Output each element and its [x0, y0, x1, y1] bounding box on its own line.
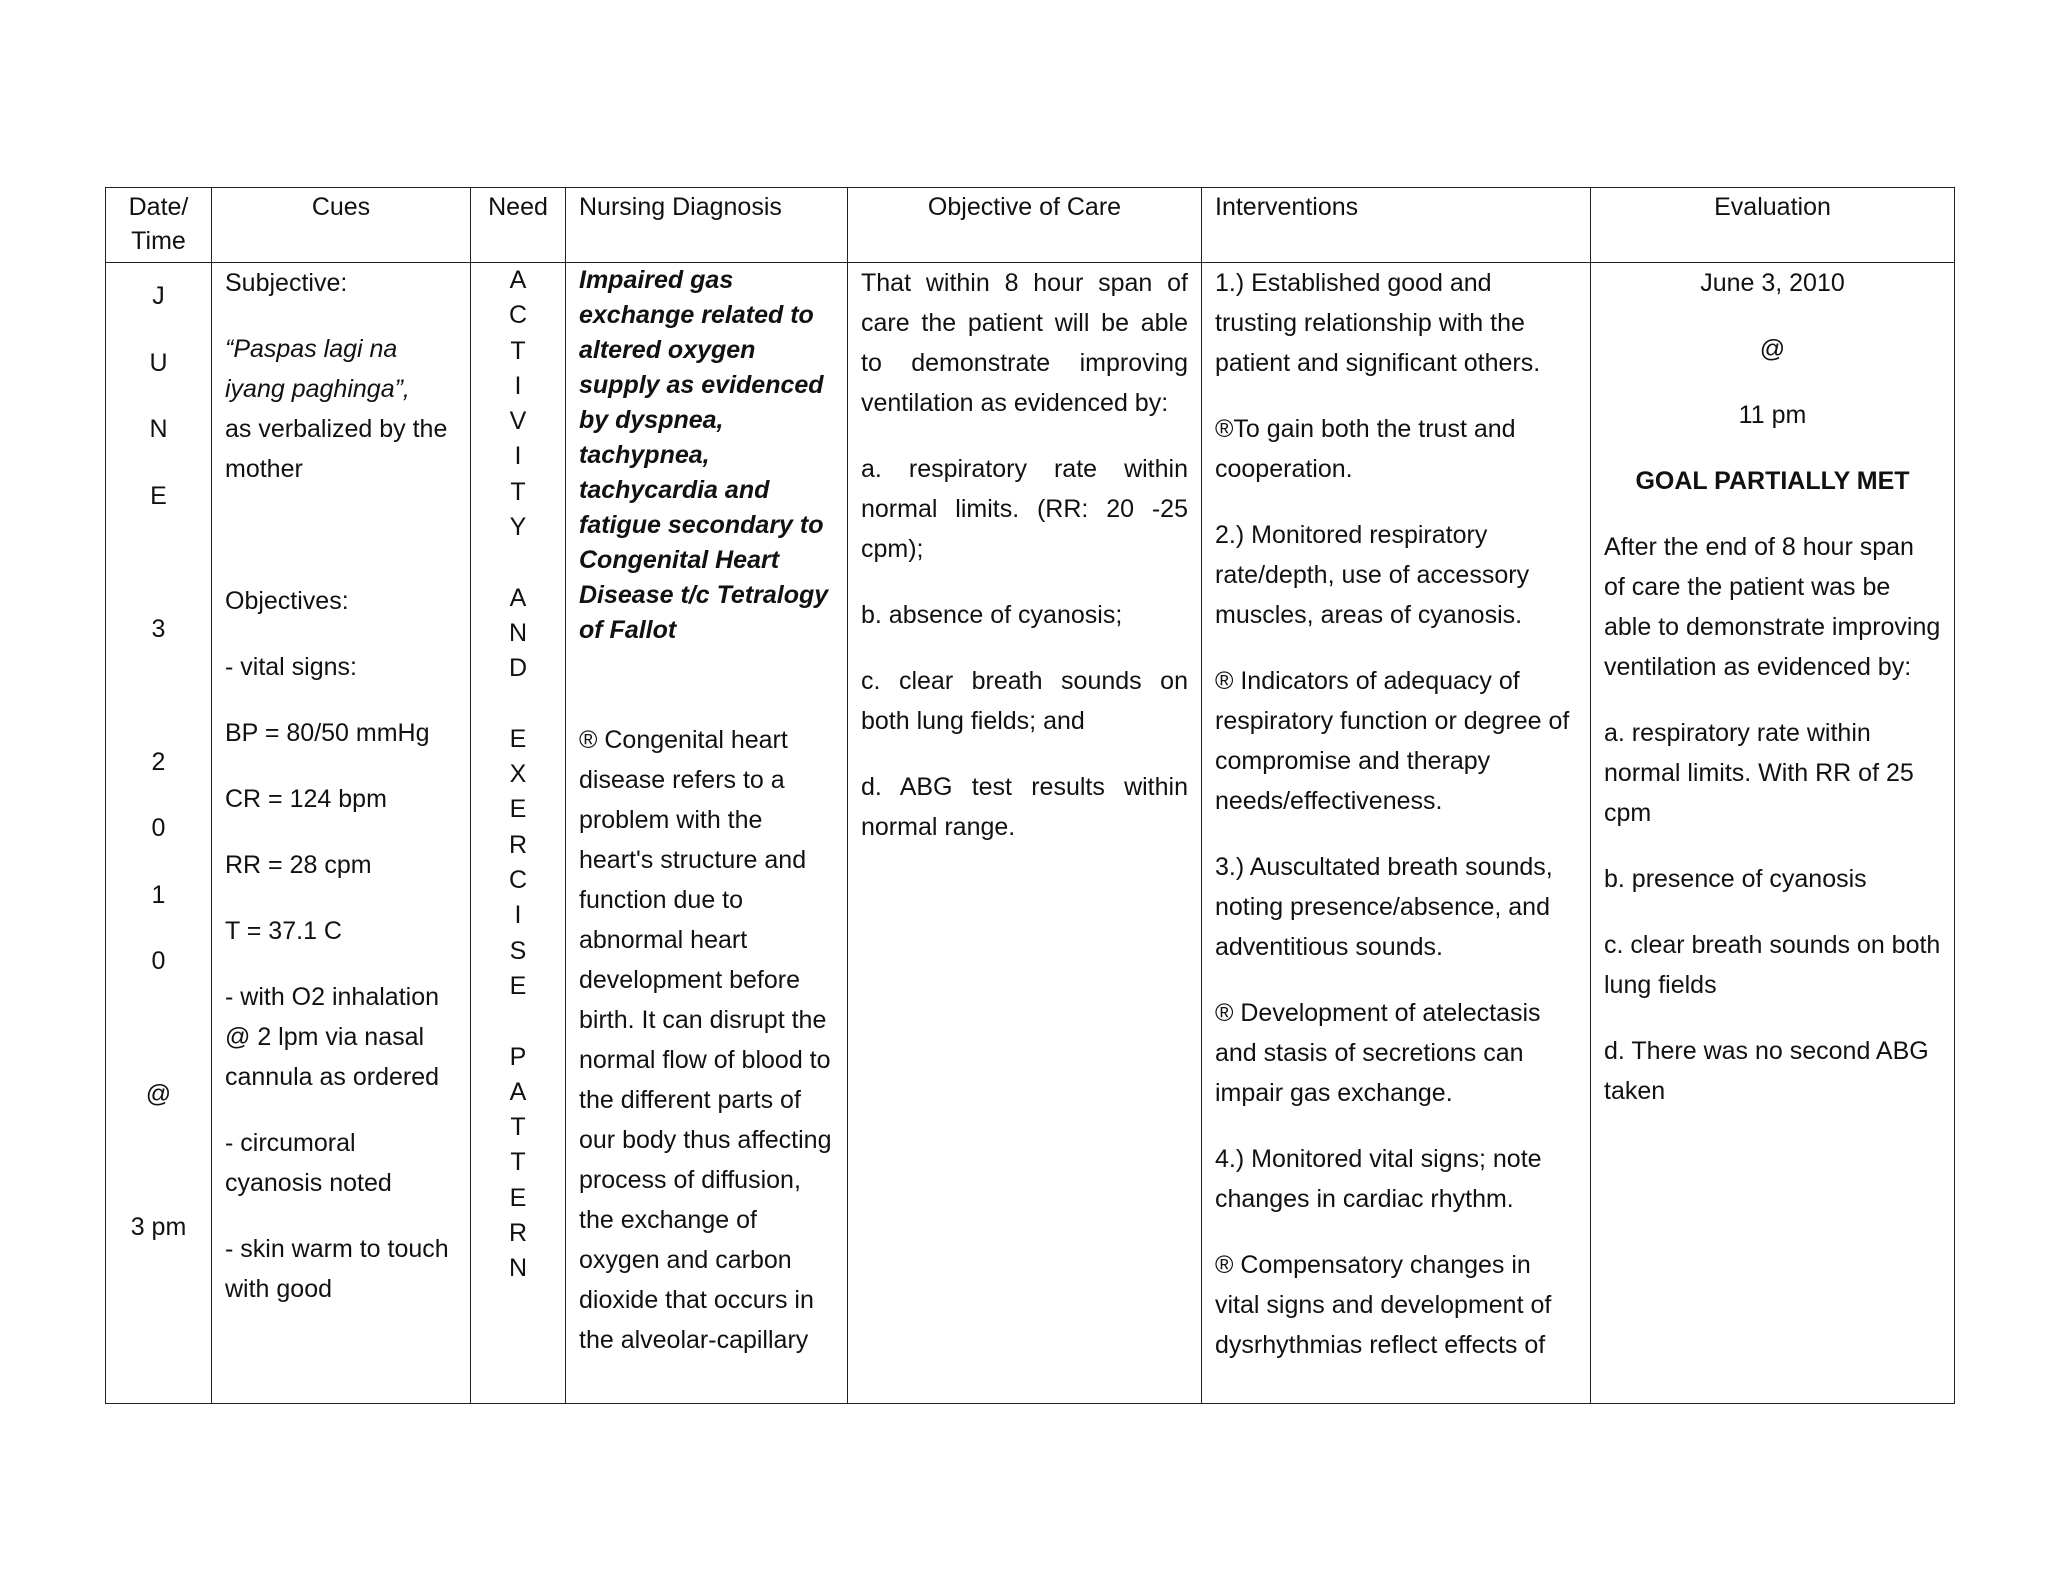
objective-of-care-cell — [848, 263, 1202, 1404]
date-time-cell — [106, 263, 212, 1404]
nursing-diagnosis-cell — [566, 263, 848, 1404]
table-row — [106, 263, 1955, 1404]
need-gap — [484, 545, 552, 580]
need-letter: I — [514, 901, 522, 930]
evaluation-at: @ — [1759, 335, 1786, 363]
evaluation-intro: After the end of 8 hour span of care the patient was be able to demonstrate improving ventilation as evidenced by: — [1604, 533, 1941, 681]
header-date-time: Date/ Time — [106, 188, 212, 263]
date-letter: 2 — [151, 747, 166, 776]
cue-item: RR = 28 cpm — [225, 851, 372, 879]
need-letter: I — [514, 442, 522, 471]
objective-item: d. ABG test results within normal range. — [861, 773, 1188, 841]
date-gap — [119, 995, 198, 1062]
need-letter: E — [509, 795, 527, 824]
date-letter: E — [150, 481, 167, 510]
header-evaluation: Evaluation — [1591, 188, 1955, 263]
need-cell — [471, 263, 566, 1404]
date-gap — [119, 1128, 198, 1195]
subjective-quote: “Paspas lagi na iyang paghinga”, — [225, 335, 410, 403]
cue-item: T = 37.1 C — [225, 917, 342, 945]
evaluation-item: a. respiratory rate within normal limits. With RR of 25 cpm — [1604, 719, 1914, 827]
date-letter: U — [149, 348, 168, 377]
need-letter: T — [510, 477, 526, 506]
date-letter: 1 — [151, 880, 166, 909]
objective-item: c. clear breath sounds on both lung fields; and — [861, 667, 1188, 735]
need-letter: Y — [509, 513, 527, 542]
date-gap — [119, 529, 198, 596]
cue-item: - circumoral cyanosis noted — [225, 1129, 392, 1197]
date-gap — [119, 662, 198, 729]
need-letter: C — [508, 301, 528, 330]
need-letter: X — [509, 760, 527, 789]
intervention-rationale: ® Indicators of adequacy of respiratory function or degree of compromise and therapy needs/effectiveness. — [1215, 667, 1570, 815]
date-letter: 0 — [151, 814, 166, 842]
intervention-rationale: ® Development of atelectasis and stasis of secretions can impair gas exchange. — [1215, 999, 1541, 1107]
intervention-item: 1.) Established good and trusting relationship with the patient and significant others. — [1215, 269, 1541, 377]
need-letter: A — [509, 1077, 527, 1106]
objective-item: b. absence of cyanosis; — [861, 601, 1123, 629]
header-nursing-diagnosis: Nursing Diagnosis — [566, 188, 848, 263]
need-letter: C — [508, 866, 528, 895]
diagnosis-rationale: ® Congenital heart disease refers to a problem with the heart's structure and function due to abnormal heart development before birth. It can disrupt the normal flow of blood to the different parts of our body thus affecting process of diffusion, the exchange of oxygen and carbon dioxide that occurs in the alveolar-capillary — [579, 726, 832, 1354]
interventions-cell — [1202, 263, 1591, 1404]
cue-item: CR = 124 bpm — [225, 785, 387, 813]
date-letter: 3 — [151, 614, 166, 643]
need-gap — [484, 1004, 552, 1039]
need-letter: T — [510, 336, 526, 365]
subjective-attribution: as verbalized by the mother — [225, 415, 448, 483]
subjective-label: Subjective: — [225, 269, 348, 297]
objective-item: a. respiratory rate within normal limits. (RR: 20 -25 cpm); — [861, 455, 1188, 563]
intervention-item: 4.) Monitored vital signs; note changes in cardiac rhythm. — [1215, 1145, 1542, 1213]
need-letter: R — [508, 830, 528, 859]
date-time: 3 pm — [130, 1213, 187, 1241]
cue-item: - vital signs: — [225, 653, 357, 681]
diagnosis-statement: Impaired gas exchange related to altered oxygen supply as evidenced by dyspnea, tachypnea, tachycardia and fatigue secondary to Congenital Heart Disease t/c Tetralogy of Fallot — [579, 266, 829, 644]
intervention-item: 3.) Auscultated breath sounds, noting presence/absence, and adventitious sounds. — [1215, 853, 1553, 961]
cue-item: - skin warm to touch with good — [225, 1235, 449, 1303]
header-need: Need — [471, 188, 566, 263]
evaluation-status: GOAL PARTIALLY MET — [1635, 467, 1910, 495]
header-row — [106, 188, 1955, 263]
evaluation-item: b. presence of cyanosis — [1604, 865, 1867, 893]
need-letter: E — [509, 724, 527, 753]
need-letter: A — [509, 583, 527, 612]
cue-item: BP = 80/50 mmHg — [225, 719, 430, 747]
evaluation-cell — [1591, 263, 1955, 1404]
need-letter: E — [509, 971, 527, 1000]
evaluation-item: d. There was no second ABG taken — [1604, 1037, 1929, 1105]
header-interventions: Interventions — [1202, 188, 1591, 263]
evaluation-date: June 3, 2010 — [1700, 269, 1845, 297]
header-cues: Cues — [212, 188, 471, 263]
objectives-label: Objectives: — [225, 587, 349, 615]
intervention-item: 2.) Monitored respiratory rate/depth, use of accessory muscles, areas of cyanosis. — [1215, 521, 1530, 629]
need-letter: D — [508, 654, 528, 683]
need-letter: N — [508, 618, 528, 647]
intervention-rationale: ® Compensatory changes in vital signs and development of dysrhythmias reflect effects of — [1215, 1251, 1552, 1359]
cue-item: - with O2 inhalation @ 2 lpm via nasal cannula as ordered — [225, 983, 440, 1091]
need-letter: A — [509, 266, 527, 294]
need-letter: S — [509, 936, 527, 965]
need-gap — [484, 687, 552, 722]
need-letter: P — [509, 1042, 527, 1071]
cues-cell — [212, 263, 471, 1404]
need-letter: T — [510, 1148, 526, 1177]
date-letter: 0 — [151, 947, 166, 975]
need-letter: I — [514, 371, 522, 400]
objective-intro: That within 8 hour span of care the patient will be able to demonstrate improving ventilation as evidenced by: — [861, 269, 1188, 417]
need-letter: T — [510, 1113, 526, 1142]
evaluation-time: 11 pm — [1738, 401, 1807, 429]
intervention-rationale: ®To gain both the trust and cooperation. — [1215, 415, 1516, 483]
need-letters — [484, 263, 552, 1287]
need-letter: R — [508, 1219, 528, 1248]
need-letter: E — [509, 1183, 527, 1212]
date-letters — [119, 263, 198, 1261]
header-objective-of-care: Objective of Care — [848, 188, 1202, 263]
need-letter: N — [508, 1254, 528, 1283]
need-letter: V — [509, 407, 527, 436]
date-letter: J — [152, 282, 165, 310]
date-letter: N — [149, 415, 168, 443]
nursing-care-plan-table — [105, 187, 1955, 1404]
evaluation-item: c. clear breath sounds on both lung fields — [1604, 931, 1941, 999]
date-letter: @ — [145, 1080, 172, 1108]
